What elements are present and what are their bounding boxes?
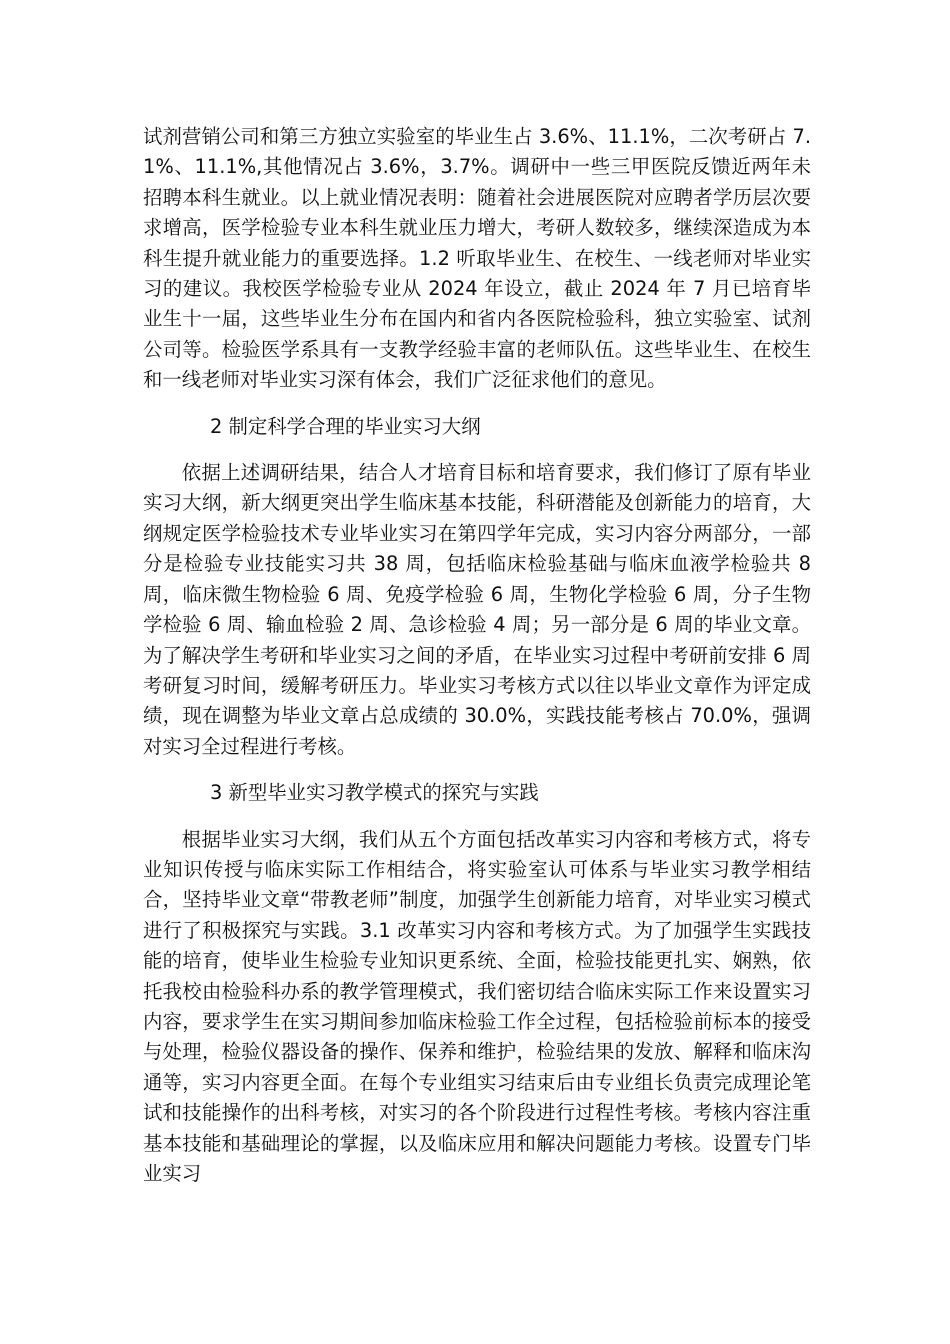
paragraph-gap xyxy=(143,809,811,825)
paragraph-teaching-model: 根据毕业实习大纲，我们从五个方面包括改革实习内容和考核方式，将专业知识传授与临床实际工作相结合，将实验室认可体系与毕业实习教学相结合，坚持毕业文章“带教老师”制度，加强学生创新能力培育，对毕业实习模式进行了积极探究与实践。3.1 改革实习内容和考核方式。为了加强学生实践技能的培育，使毕业生检验专业知识更系统、全面，检验技能更扎实、娴熟，依托我校由检验科办系的教学管理模式，我们密切结合临床实际工作来设置实习内容，要求学生在实习期间参加临床检验工作全过程，包括检验前标本的接受与处理，检验仪器设备的操作、保养和维护，检验结果的发放、解释和临床沟通等，实习内容更全面。在每个专业组实习结束后由专业组长负责完成理论笔试和技能操作的出科考核，对实习的各个阶段进行过程性考核。考核内容注重基本技能和基础理论的掌握，以及临床应用和解决问题能力考核。设置专门毕业实习 xyxy=(143,827,811,1185)
paragraph-gap xyxy=(143,762,811,778)
section-heading-2: 2 制定科学合理的毕业实习大纲 xyxy=(210,414,481,438)
document-body xyxy=(143,122,811,1189)
paragraph-employment-survey: 试剂营销公司和第三方独立实验室的毕业生占 3.6%、11.1%，二次考研占 7.1%、11.1%,其他情况占 3.6%，3.7%。调研中一些三甲医院反馈近两年未招聘本科生就业。以上就业情况表明：随着社会进展医院对应聘者学历层次要求增高，医学检验专业本科生就业压力增大，考研人数较多，继续深造成为本科生提升就业能力的重要选择。1.2 听取毕业生、在校生、一线老师对毕业实习的建议。我校医学检验专业从 2024 年设立，截止 2024 年 7 月已培育毕业生十一届，这些毕业生分布在国内和省内各医院检验科，独立实验室、试剂公司等。检验医学系具有一支教学经验丰富的老师队伍。这些毕业生、在校生和一线老师对毕业实习深有体会，我们广泛征求他们的意见。 xyxy=(143,125,811,392)
paragraph-internship-outline: 依据上述调研结果，结合人才培育目标和培育要求，我们修订了原有毕业实习大纲，新大纲更突出学生临床基本技能，科研潜能及创新能力的培育，大纲规定医学检验技术专业毕业实习在第四学年完成，实习内容分两部分，一部分是检验专业技能实习共 38 周，包括临床检验基础与临床血液学检验共 8 周，临床微生物检验 6 周、免疫学检验 6 周，生物化学检验 6 周，分子生物学检验 6 周、输血检验 2 周、急诊检验 4 周；另一部分是 6 周的毕业文章。为了解决学生考研和毕业实习之间的矛盾，在毕业实习过程中考研前安排 6 周考研复习时间，缓解考研压力。毕业实习考核方式以往以毕业文章作为评定成绩，现在调整为毕业文章占总成绩的 30.0%，实践技能考核占 70.0%，强调对实习全过程进行考核。 xyxy=(143,461,811,758)
paragraph-gap xyxy=(143,396,811,412)
section-heading-3: 3 新型毕业实习教学模式的探究与实践 xyxy=(210,781,539,805)
paragraph-gap xyxy=(143,442,811,458)
